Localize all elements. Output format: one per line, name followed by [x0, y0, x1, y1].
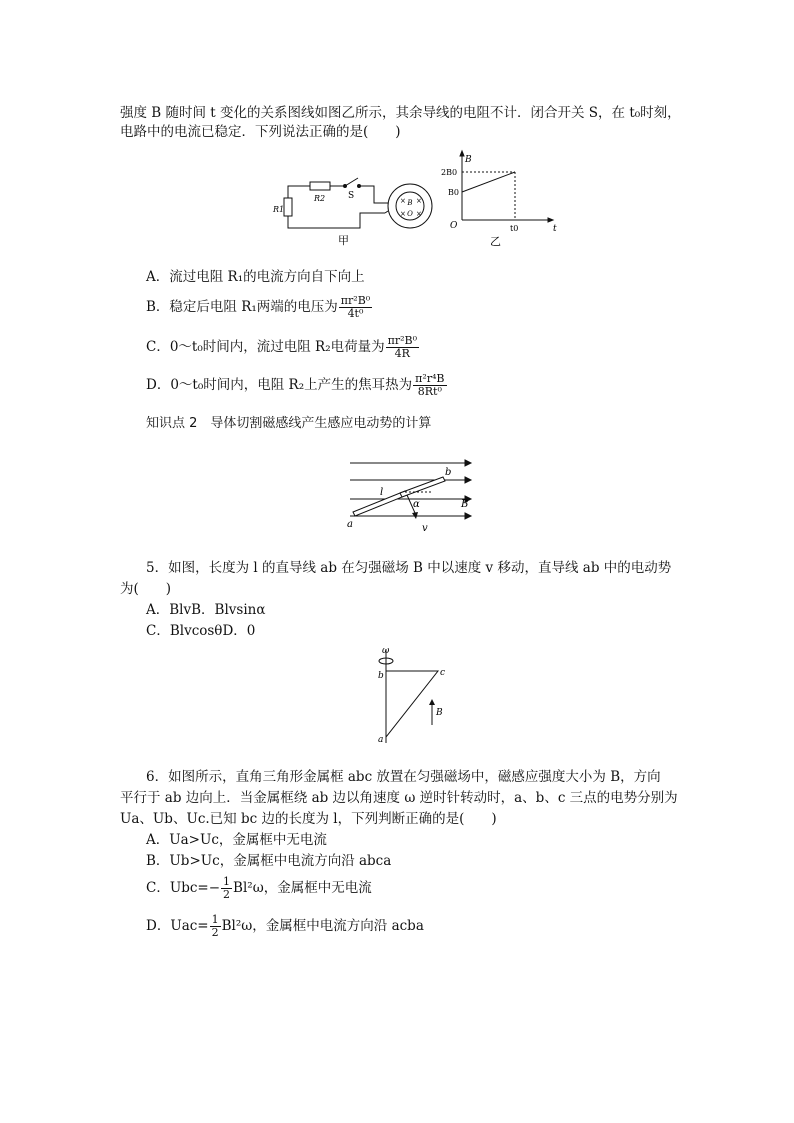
q6-line-1: 6．如图所示，直角三角形金属框 abc 放置在匀强磁场中，磁感应强度大小为 B，方向 [146, 769, 661, 785]
q6-option-a: A．Ua>Uc，金属框中无电流 [146, 832, 327, 848]
q6-option-b: B．Ub>Uc，金属框中电流方向沿 abca [146, 853, 392, 869]
q4-option-d [146, 373, 448, 398]
b-line [462, 172, 515, 192]
alpha-label: α [413, 499, 420, 510]
q4-option-b [146, 295, 373, 320]
field-b-label: B [461, 499, 469, 510]
r2-label: R2 [314, 194, 326, 203]
axis-b-label: B [465, 155, 472, 165]
coil-x-1: × [400, 197, 406, 205]
q6-option-d-prefix: D．Uac= [146, 918, 209, 934]
velocity-label: v [422, 523, 428, 534]
origin-label: O [450, 221, 458, 231]
q6-line-2: 平行于 ab 边向上．当金属框绕 ab 边以角速度 ω 逆时针转动时，a、b、c 三点的电势分别为 [120, 790, 678, 806]
coil-x-2: × [416, 197, 422, 205]
resistor-r2 [310, 182, 330, 190]
triangle-c-label: c [440, 668, 446, 678]
graph-caption: 乙 [490, 235, 501, 248]
q4-option-c [146, 335, 420, 360]
axis-t-label: t [553, 224, 557, 234]
intro-line-1: 强度 B 随时间 t 变化的关系图线如图乙所示，其余导线的电阻不计．闭合开关 S，在 t₀时刻， [120, 105, 681, 121]
section-2-title: 知识点 2 导体切割磁感线产生感应电动势的计算 [146, 416, 432, 431]
q4-option-c-text: C．0～t₀时间内，流过电阻 R₂电荷量为 [146, 339, 385, 355]
rod-b-label: b [445, 467, 452, 478]
tick-b0: B0 [448, 188, 459, 197]
coil-b-label: B [407, 199, 413, 207]
b-t-graph [460, 151, 553, 222]
q4-option-a: A．流过电阻 R₁的电流方向自下向上 [146, 269, 365, 285]
figure-3 [372, 645, 452, 745]
q5-options-cd: C．BlvcosθD．0 [146, 623, 256, 639]
r1-label: R1 [273, 205, 285, 214]
circuit-caption: 甲 [338, 234, 349, 247]
rod [353, 477, 445, 516]
q6-option-d-fraction: $\frac{1}{2}$ [211, 913, 219, 939]
coil-x-3: × [400, 210, 406, 218]
q4-option-d-fraction: $\frac{\text{π²r⁴B}}{\text{8Rt⁰}}$ [415, 372, 445, 398]
q6-line-3: Ua、Ub、Uc.已知 bc 边的长度为 l，下列判断正确的是( ) [120, 811, 497, 827]
q4-option-d-text: D．0～t₀时间内，电阻 R₂上产生的焦耳热为 [146, 377, 413, 393]
q6-option-c [146, 876, 372, 901]
coil-x-4: × [416, 210, 422, 218]
q4-option-b-fraction: $\frac{\text{πr²B⁰}}{\text{4t⁰}}$ [340, 294, 371, 320]
figure-2 [345, 455, 475, 535]
figure-1 [270, 148, 570, 248]
q6-option-c-fraction: $\frac{1}{2}$ [223, 875, 231, 901]
q4-option-b-text: B．稳定后电阻 R₁两端的电压为 [146, 299, 338, 315]
q4-option-c-fraction: $\frac{\text{πr²B⁰}}{4R}$ [387, 334, 418, 360]
resistor-r1 [284, 198, 292, 216]
q5-line-2: 为( ) [120, 581, 172, 597]
coil-o-label: O [407, 210, 413, 218]
tick-2b0: 2B0 [441, 168, 458, 177]
rod-a-label: a [347, 519, 353, 530]
switch-label: S [348, 191, 355, 201]
switch [345, 178, 358, 186]
triangle-field-label: B [436, 708, 443, 718]
omega-label: ω [382, 646, 390, 656]
triangle-a-label: a [378, 735, 384, 745]
q6-option-c-suffix: Bl²ω，金属框中无电流 [233, 880, 372, 896]
q5-options-ab: A．BlvB．Blvsinα [146, 602, 266, 618]
q6-option-d [146, 914, 424, 939]
triangle-b-label: b [378, 671, 384, 681]
intro-line-2: 电路中的电流已稳定．下列说法正确的是( ) [120, 124, 401, 140]
tick-t0: t0 [510, 224, 519, 233]
q5-line-1: 5．如图，长度为 l 的直导线 ab 在匀强磁场 B 中以速度 v 移动，直导线 ab 中的电动势 [146, 560, 672, 576]
rod-l-label: l [380, 487, 384, 498]
q6-option-c-prefix: C．Ubc=− [146, 880, 221, 896]
q6-option-d-suffix: Bl²ω，金属框中电流方向沿 acba [221, 918, 424, 934]
